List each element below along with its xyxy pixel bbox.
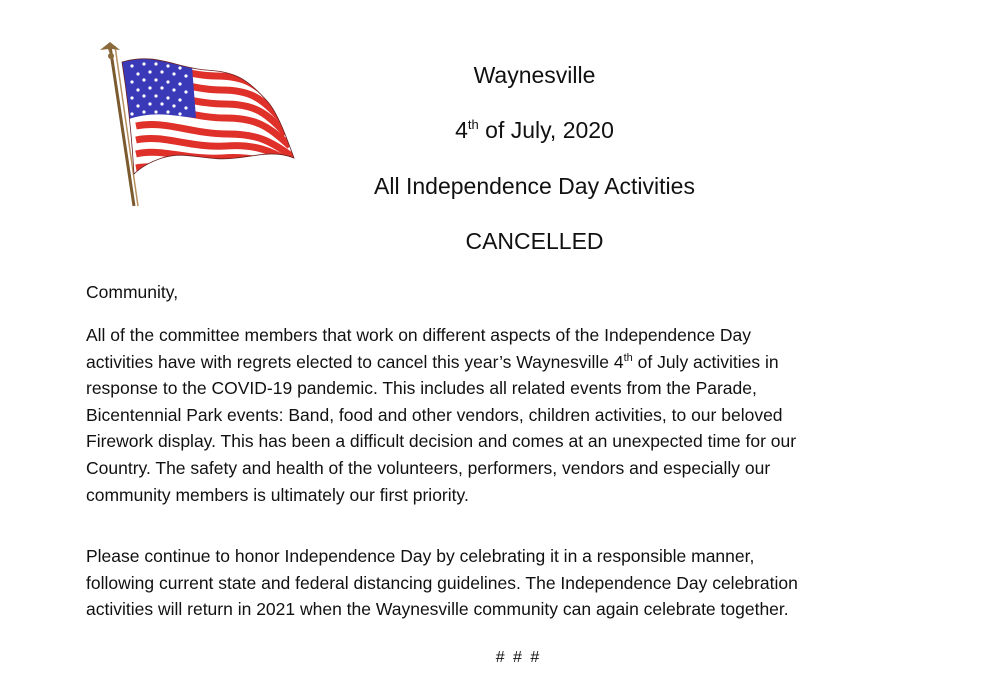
- paragraph-line: Please continue to honor Independence Day by celebrating it in a responsible manner,: [86, 546, 755, 566]
- heading-date-number: 4: [455, 117, 468, 143]
- heading-date-suffix: th: [467, 117, 479, 132]
- paragraph-line-part: of July activities in: [632, 351, 779, 372]
- paragraph-line-part: activities have with regrets elected to cancel this year’s Waynesville 4: [86, 351, 624, 372]
- paragraph-line: Country. The safety and health of the volunteers, performers, vendors and especially our: [86, 457, 771, 478]
- paragraph-announcement: [86, 322, 926, 508]
- paragraph-line-sup: th: [623, 351, 633, 364]
- paragraph-line: following current state and federal distancing guidelines. The Independence Day celebration: [86, 572, 798, 593]
- paragraph-closing: [86, 543, 926, 623]
- heading-date: [0, 116, 989, 144]
- paragraph-line: [86, 349, 926, 376]
- paragraph-line: Bicentennial Park events: Band, food and other vendors, children activities, to our beloved: [86, 404, 783, 425]
- end-mark: # # #: [495, 649, 542, 666]
- paragraph-line: Firework display. This has been a difficult decision and comes at an unexpected time for our: [86, 431, 797, 452]
- heading-status: CANCELLED: [465, 228, 604, 254]
- salutation: Community,: [86, 282, 179, 302]
- paragraph-line: All of the committee members that work on different aspects of the Independence Day: [86, 325, 752, 345]
- paragraph-line: response to the COVID-19 pandemic. This includes all related events from the Parade,: [86, 378, 757, 399]
- heading-date-rest: of July, 2020: [478, 117, 614, 143]
- heading-activities: All Independence Day Activities: [374, 173, 695, 199]
- paragraph-line: community members is ultimately our first priority.: [86, 484, 469, 505]
- heading-town: Waynesville: [473, 62, 596, 88]
- paragraph-line: activities will return in 2021 when the Waynesville community can again celebrate together.: [86, 599, 789, 620]
